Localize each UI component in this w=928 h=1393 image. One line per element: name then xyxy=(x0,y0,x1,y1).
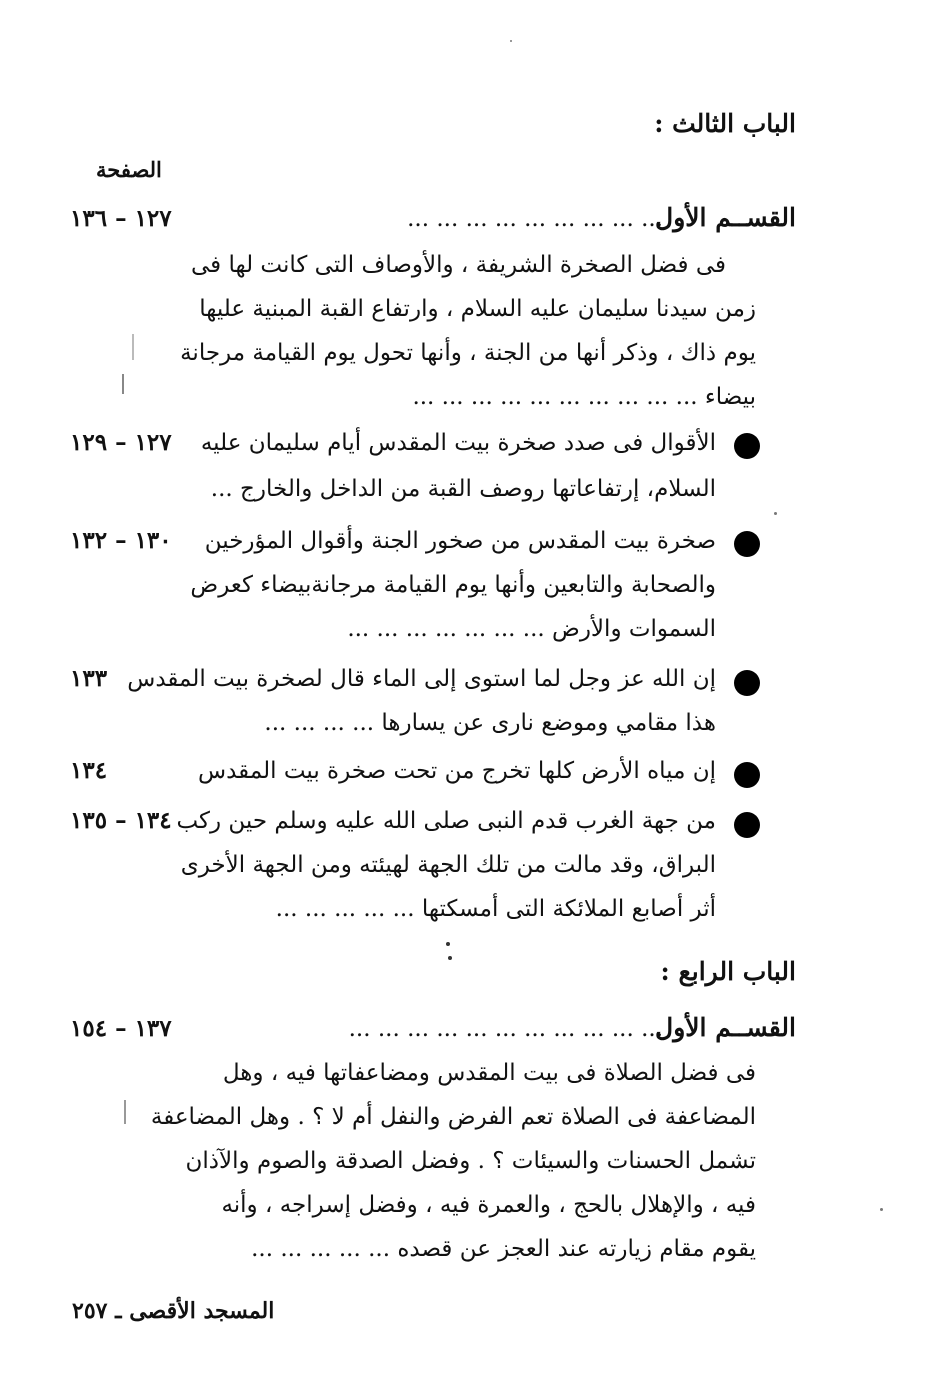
bullet-icon xyxy=(734,762,760,788)
section-text-line: زمن سيدنا سليمان عليه السلام ، وارتفاع القبة المبنية عليها xyxy=(199,296,756,322)
page-number: ١٣٤ xyxy=(70,757,108,784)
section-heading: القســم الأول xyxy=(655,1013,796,1042)
page-column-label: الصفحة xyxy=(96,157,162,182)
list-item-line: والصحابة والتابعين وأنها يوم القيامة مرجانةبيضاء كعرض xyxy=(190,572,716,598)
section-text-line: يوم ذاك ، وذكر أنها من الجنة ، وأنها تحول يوم القيامة مرجانة xyxy=(180,340,756,366)
bullet-icon xyxy=(734,433,760,459)
section-text-line: فى فضل الصلاة فى بيت المقدس ومضاعفاتها فيه ، وهل xyxy=(222,1060,756,1086)
scan-speck xyxy=(132,334,134,360)
bullet-icon xyxy=(734,531,760,557)
chapter-title: الباب الرابع : xyxy=(660,957,796,986)
section-heading-dots: ... ... ... ... ... ... ... ... ... xyxy=(407,206,663,232)
bullet-icon xyxy=(734,670,760,696)
list-item-line: الأقوال فى صدد صخرة بيت المقدس أيام سليمان عليه xyxy=(200,430,716,456)
list-item-line: صخرة بيت المقدس من صخور الجنة وأقوال المؤرخين xyxy=(204,528,716,554)
scan-speck xyxy=(446,942,450,946)
scan-speck xyxy=(774,512,777,515)
list-item-line: السلام، إرتفاعاتها روصف القبة من الداخل والخارج ... xyxy=(210,476,716,502)
list-item-line: أثر أصابع الملائكة التى أمسكتها ... ... ... ... ... xyxy=(275,896,716,922)
page-footer: المسجد الأقصى ـ ٢٥٧ xyxy=(72,1298,275,1324)
section-text-line: المضاعفة فى الصلاة تعم الفرض والنفل أم لا ؟ . وهل المضاعفة xyxy=(150,1104,756,1130)
list-item-line: هذا مقامي وموضع نارى عن يسارها ... ... ... ... xyxy=(264,710,716,736)
section-text-line: فيه ، والإهلال بالحج ، والعمرة فيه ، وفضل إسراجه ، وأنه xyxy=(221,1192,756,1218)
scan-speck xyxy=(124,1100,126,1124)
page-range: ١٢٧ – ١٣٦ xyxy=(70,205,172,232)
section-text-line: يقوم مقام زيارته عند العجز عن قصده ... ... ... ... ... xyxy=(251,1236,756,1262)
scan-speck xyxy=(122,374,124,394)
page-range: ١٣٧ – ١٥٤ xyxy=(70,1015,172,1042)
section-text-line: بيضاء ... ... ... ... ... ... ... ... ... ... xyxy=(412,384,756,410)
chapter-title: الباب الثالث : xyxy=(654,109,796,138)
section-text-line: تشمل الحسنات والسيئات ؟ . وفضل الصدقة والصوم والآذان xyxy=(185,1148,756,1174)
page-range: ١٣٠ – ١٣٢ xyxy=(70,527,172,554)
page-range: ١٢٧ – ١٢٩ xyxy=(70,429,172,456)
list-item-line: إن الله عز وجل لما استوى إلى الماء قال لصخرة بيت المقدس xyxy=(127,666,716,692)
list-item-line: من جهة الغرب قدم النبى صلى الله عليه وسلم حين ركب xyxy=(176,808,716,834)
page-number: ١٣٣ xyxy=(70,665,108,692)
scan-speck xyxy=(880,1208,883,1211)
section-heading-dots: ... ... ... ... ... ... ... ... ... ... ... xyxy=(348,1016,663,1042)
scan-speck xyxy=(448,956,452,960)
bullet-icon xyxy=(734,812,760,838)
list-item-line: البراق، وقد مالت من تلك الجهة لهيئته ومن الجهة الأخرى xyxy=(180,852,716,878)
list-item-line: السموات والأرض ... ... ... ... ... ... ... xyxy=(347,616,716,642)
list-item-line: إن مياه الأرض كلها تخرج من تحت صخرة بيت المقدس xyxy=(198,758,716,784)
page-range: ١٣٤ – ١٣٥ xyxy=(70,807,172,834)
section-text-line: فى فضل الصخرة الشريفة ، والأوصاف التى كانت لها فى xyxy=(191,252,726,278)
scan-speck xyxy=(510,40,512,42)
section-heading: القســم الأول xyxy=(655,203,796,232)
